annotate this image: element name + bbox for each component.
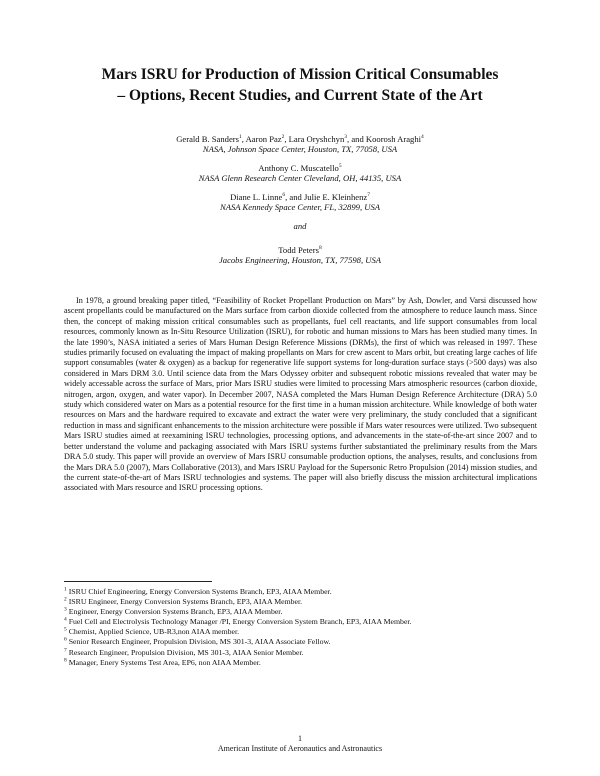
footnote-number: 2	[64, 596, 67, 603]
author-group	[40, 163, 560, 183]
author-name: Gerald B. Sanders	[176, 134, 239, 144]
author-names	[40, 245, 560, 255]
footnote-item	[64, 617, 544, 627]
footnote-number: 4	[64, 616, 67, 623]
author-name: Todd Peters	[278, 244, 319, 255]
footnote-item	[64, 607, 544, 617]
footnote-mark: 5	[338, 163, 342, 170]
author-group	[40, 192, 560, 212]
author-separator: , and	[347, 134, 366, 144]
author-affiliation: NASA, Johnson Space Center, Houston, TX, 77058, USA	[202, 144, 398, 155]
author-name: Lara Oryshchyn	[288, 134, 345, 144]
footnote-mark: 8	[318, 245, 322, 252]
footnote-number: 8	[64, 657, 67, 664]
author-separator: ,	[284, 134, 289, 144]
footnote-text: Fuel Cell and Electrolysis Technology Manager /PI, Energy Conversion System Branch, EP3, AIAA Member.	[66, 617, 412, 627]
footnote-mark: 6	[282, 191, 286, 198]
author-affiliation: Jacobs Engineering, Houston, TX, 77598, USA	[218, 255, 382, 266]
footnote-mark: 1	[239, 134, 242, 141]
footnote-divider	[64, 581, 212, 582]
footnote-item	[64, 648, 544, 658]
footnote-item	[64, 597, 544, 607]
author-separator: , and	[285, 191, 304, 202]
footnote-number: 7	[64, 646, 67, 653]
footnote-number: 3	[64, 606, 67, 613]
footnote-text: ISRU Engineer, Energy Conversion Systems Branch, EP3, AIAA Member.	[66, 597, 303, 607]
footnote-mark: 2	[281, 134, 285, 141]
footnote-text: Engineer, Energy Conversion Systems Branch, EP3, AIAA Member.	[66, 607, 283, 617]
publisher-name: American Institute of Aeronautics and Astronautics	[217, 744, 383, 753]
page-footer	[0, 734, 600, 754]
author-name: Aaron Paz	[245, 134, 282, 144]
author-name: Diane L. Linne	[230, 191, 283, 202]
author-group	[40, 245, 560, 265]
footnote-item	[64, 587, 544, 597]
abstract: In 1978, a ground breaking paper titled, “Feasibility of Rocket Propellant Production on Mars” by Ash, Dowler, and Varsi discussed how ascent propellants could be manufactured on the Mars surface from carbon dioxide collected from the atmosphere to reduce launch mass. Since then, the concept of making mission critical consumables such as propellants, fuel cell reactants, and life support consumables from local resources, commonly known as In-Situ Resource Utilization (ISRU), for robotic and human missions to Mars has been studied many times. In the late 1990’s, NASA initiated a series of Mars Human Design Reference Missions (DRMs), the first of which was released in 1997. These studies primarily focused on evaluating the impact of making propellants on Mars for crew ascent to Mars orbit, but creating large caches of life support consumables (water & oxygen) as a backup for regenerative life support systems for long-duration surface stays (>500 days) was also considered in Mars DRM 3.0. Until science data from the Mars Odyssey orbiter and subsequent robotic missions revealed that water may be widely accessable across the surface of Mars, prior Mars ISRU studies were limited to processing Mars atmospheric resources (carbon dioxide, nitrogen, argon, oxygen, and water vapor). In December 2007, NASA completed the Mars Human Design Reference Architecture (DRA) 5.0 study which considered water on Mars as a potential resource for the first time in a human mission architecture. While knowledge of both water resources on Mars and the hardware required to excavate and extract the water were very preliminary, the study concluded that a significant reduction in mass and significant enhancements to the mission architecture were possible if Mars water resources were utilized. Two subsequent Mars ISRU studies aimed at reexamining ISRU technologies, processing options, and advancements in the state-of-the-art since 2007 and to better understand the volume and packaging associated with Mars ISRU systems further substantiated the preliminary results from the Mars DRA 5.0 study. This paper will provide an overview of Mars ISRU consumable production options, the analyses, results, and conclusions from the Mars DRA 5.0 (2007), Mars Collaborative (2013), and Mars ISRU Payload for the Supersonic Retro Propulsion (2014) mission studies, and the current state-of-the-art of Mars ISRU technologies and systems. The paper will also briefly discuss the mission architectural implications associated with Mars resource and ISRU processing options.	[64, 296, 537, 493]
footnote-mark: 7	[367, 191, 370, 198]
footnote-number: 1	[64, 586, 67, 593]
footnote-text: ISRU Chief Engineering, Energy Conversion Systems Branch, EP3, AIAA Member.	[66, 587, 332, 596]
author-name: Anthony C. Muscatello	[258, 162, 339, 173]
footnote-text: Chemist, Applied Science, UB-R3,non AIAA member.	[66, 627, 240, 637]
footnote-item	[64, 627, 544, 637]
footnote-number: 6	[64, 636, 67, 643]
author-affiliation: NASA Kennedy Space Center, FL, 32899, USA	[220, 202, 380, 213]
footnote-mark: 4	[421, 134, 424, 141]
footnote-text: Research Engineer, Propulsion Division, MS 301-3, AIAA Senior Member.	[66, 647, 304, 657]
footnote-item	[64, 637, 544, 647]
author-list	[40, 134, 560, 274]
author-names	[40, 134, 560, 144]
page-number: 1	[298, 734, 302, 743]
author-names	[40, 163, 560, 173]
author-name: Julie E. Kleinhenz	[303, 191, 368, 202]
footnote-list	[64, 587, 544, 668]
title-line-1: Mars ISRU for Production of Mission Critical Consumables	[101, 66, 499, 83]
author-separator: ,	[241, 134, 246, 144]
author-group	[40, 134, 560, 154]
footnote-text: Manager, Enery Systems Test Area, EP6, non AIAA Member.	[66, 657, 261, 667]
footnote-number: 5	[64, 626, 67, 633]
author-name: Koorosh Araghi	[365, 134, 422, 144]
author-affiliation: NASA Glenn Research Center Cleveland, OH, 44135, USA	[198, 173, 402, 184]
title-line-2: – Options, Recent Studies, and Current State of the Art	[117, 87, 483, 104]
and-separator: and	[293, 220, 307, 231]
paper-title	[50, 64, 550, 106]
footnote-text: Senior Research Engineer, Propulsion Division, MS 301-3, AIAA Associate Fellow.	[66, 637, 331, 647]
author-names	[40, 192, 560, 202]
footnote-item	[64, 658, 544, 668]
footnote-mark: 3	[344, 134, 348, 141]
